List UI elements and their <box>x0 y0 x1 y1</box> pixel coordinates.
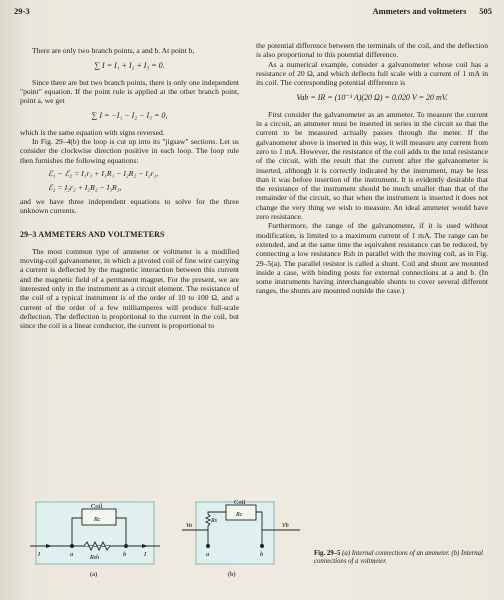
right-column <box>256 41 488 296</box>
section-number-header: 29-3 <box>14 6 30 16</box>
running-title: Ammeters and voltmeters <box>372 6 467 16</box>
figure-caption <box>314 550 488 566</box>
rc-label: Rc <box>94 517 101 523</box>
node-b-label: b <box>123 551 127 558</box>
equation: ∑ I = I₁ + I₂ + I₃ = 0. <box>94 61 165 71</box>
paragraph: The most common type of ammeter or voltmeter is a modified moving-coil galvanometer, in which a pivoted coil of fine wire carrying a current is deflected by the magnetic interaction between this current and the magnetic field of a permanent magnet. For the present, we are interested only in the instrument as a circuit element. The resistance of the coil of a typical instrument is of the order of 10 to 100 Ω, and a current of the order of a few milliamperes will produce full-scale deflection. The deflection is proportional to the current in the coil, but since the coil is a linear conductor, the current is proportional to <box>20 246 239 331</box>
equation: ℰ₁ − ℰ₂ = I₁r₁ + I₁R₁ − I₂R₂ − I₂r₂, <box>48 168 159 178</box>
va-label: Va <box>186 523 192 529</box>
figure-sublabel: (a) <box>90 571 98 578</box>
paragraph: First consider the galvanometer as an ammeter. To measure the current in a circuit, an ammeter must be inserted in series in the circuit so that the current to be measured actually passes through the meter. If the galvanometer above is inserted in this way, it will measure any current from zero to 1 mA. However, the resistance of the coil adds to the total resistance of the circuit, with the result that the current after the galvanometer is inserted, although it is correctly indicated by the instrument, may be less than it was before insertion of the instrument. It is evidently desirable that the resistance of the instrument should be much smaller than that of the remainder of the circuit, so that when the instrument is inserted it does not change the very thing we wish to measure. An ideal ammeter would have zero resistance. <box>256 109 488 222</box>
figure-sublabel: (b) <box>228 571 236 578</box>
paragraph: In Fig. 29–4(b) the loop is cut up into its "jigsaw" sections. Let us consider the clockwise direction positive in each loop. The loop rule then furnishes the following equations: <box>20 137 239 165</box>
rs-label: Rs <box>211 518 217 524</box>
section-heading: 29–3 AMMETERS AND VOLTMETERS <box>20 229 165 239</box>
left-column <box>20 46 239 331</box>
paragraph: which is the same equation with signs reversed. <box>20 127 165 137</box>
running-header <box>373 6 492 16</box>
node-b-dot <box>124 544 128 548</box>
rc-label: Rc <box>236 512 243 518</box>
paragraph: and we have three independent equations to solve for the three unknown currents. <box>20 196 239 216</box>
paragraph: There are only two branch points, a and b. At point b, <box>32 46 195 55</box>
current-label: I <box>144 551 147 558</box>
current-label: I <box>38 551 41 558</box>
equation: Vab = IR = (10⁻³ A)(20 Ω) = 0.020 V = 20 mV. <box>296 93 448 103</box>
page-number: 505 <box>479 6 492 16</box>
node-a-label: a <box>206 551 210 558</box>
voltmeter-diagram <box>182 500 300 580</box>
vb-label: Vb <box>282 523 289 529</box>
paragraph: As a numerical example, consider a galvanometer whose coil has a resistance of 20 Ω, and which deflects full scale with a current of 1 mA in its coil. The corresponding potential difference is <box>256 59 488 88</box>
node-a-dot <box>206 544 210 548</box>
equation: ∑ I = −I₁ − I₂ − I₃ = 0, <box>91 111 168 121</box>
paragraph: the potential difference between the terminals of the coil, and the deflection is also proportional to this potential difference. <box>256 41 488 60</box>
rsh-label: Rsh <box>90 555 99 561</box>
caption-text: (a) Internal connections of an ammeter. (b) Internal connections of a voltmeter. <box>314 550 483 565</box>
paragraph: Since there are but two branch points, there is only one independent "point" equation. If the point rule is applied at the other branch point, point a, we get <box>20 77 239 106</box>
ammeter-diagram <box>30 500 160 580</box>
equation: ℰ₂ = I₂r₂ + I₂R₂ − I₃R₃, <box>48 182 122 192</box>
coil-label: Coil <box>234 500 246 506</box>
paragraph: Furthermore, the range of the galvanometer, if it is used without modification, is limited to a maximum current of 1 mA. The range can be extended, and at the same time the equivalent resistance can be reduced, by connecting a low resistance Rsh in parallel with the moving coil, as in Fig. 29–5(a). The parallel resistor is called a shunt. Coil and shunt are mounted inside a case, with binding posts for external connections at a and b. (In some instruments having interchangeable shunts to cover several different ranges, the shunts are mounted outside the case.) <box>256 221 488 296</box>
coil-label: Coil <box>91 503 103 510</box>
node-a-dot <box>70 544 74 548</box>
caption-figure-number: Fig. 29–5 <box>314 550 341 557</box>
node-b-dot <box>260 544 264 548</box>
node-a-label: a <box>70 551 74 558</box>
node-b-label: b <box>260 551 264 558</box>
